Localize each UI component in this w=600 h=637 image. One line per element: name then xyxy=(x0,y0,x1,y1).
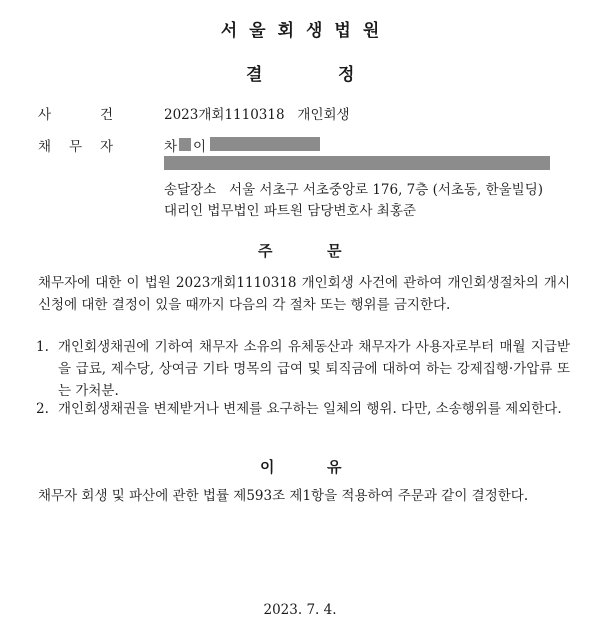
document-type-char: 정 xyxy=(338,65,355,85)
case-label-char: 건 xyxy=(100,107,114,123)
case-number: 2023개회1110318 개인회생 xyxy=(164,107,350,123)
attorney: 대리인 법무법인 파트원 담당변호사 최홍준 xyxy=(164,203,416,219)
case-label-char: 사 xyxy=(38,107,52,123)
debtor-label-char: 채 xyxy=(38,139,52,155)
reason-heading-char: 이 xyxy=(260,458,275,476)
debtor-name-suffix: 이 xyxy=(193,139,207,155)
redaction-box xyxy=(164,156,550,170)
court-name: 서울회생법원 xyxy=(220,21,392,41)
order-item-text: 개인회생채권을 변제받거나 변제를 요구하는 일체의 행위. 다만, 소송행위를 제외한다. xyxy=(58,401,562,417)
order-item-number: 2. xyxy=(36,401,49,417)
case-label xyxy=(0,103,160,123)
document-type-char: 결 xyxy=(246,65,263,85)
debtor-label-char: 무 xyxy=(69,139,83,155)
reason-heading-char: 유 xyxy=(327,458,342,476)
order-item-number: 1. xyxy=(36,339,49,355)
redaction-box xyxy=(179,138,191,151)
decision-date: 2023. 7. 4. xyxy=(263,602,337,618)
order-heading-char: 주 xyxy=(258,242,273,260)
order-heading-char: 문 xyxy=(327,242,342,260)
reason-text-body: 채무자 회생 및 파산에 관한 법률 제593조 제1항을 적용하여 주문과 같이 결정한다. xyxy=(38,488,529,504)
debtor-name-prefix: 차 xyxy=(164,139,178,155)
debtor-label xyxy=(0,135,160,155)
order-item-1 xyxy=(36,336,570,402)
service-address: 송달장소 서울 서초구 서초중앙로 176, 7층 (서초동, 한울빌딩) xyxy=(164,182,543,198)
order-item-text: 개인회생채권에 기하여 채무자 소유의 유체동산과 채무자가 사용자로부터 매월 지급받을 급료, 제수당, 상여금 기타 명목의 급여 및 퇴직금에 대하여 하는 강제집행·가압류 또는 가처분. xyxy=(58,339,570,399)
redaction-box xyxy=(210,137,320,151)
order-item-2 xyxy=(36,398,570,420)
reason-text xyxy=(38,485,570,507)
debtor-label-char: 자 xyxy=(100,139,114,155)
order-intro xyxy=(38,272,570,316)
order-intro-text: 채무자에 대한 이 법원 2023개회1110318 개인회생 사건에 관하여 개인회생절차의 개시신청에 대한 결정이 있을 때까지 다음의 각 절차 또는 행위를 금지한다. xyxy=(38,275,570,313)
